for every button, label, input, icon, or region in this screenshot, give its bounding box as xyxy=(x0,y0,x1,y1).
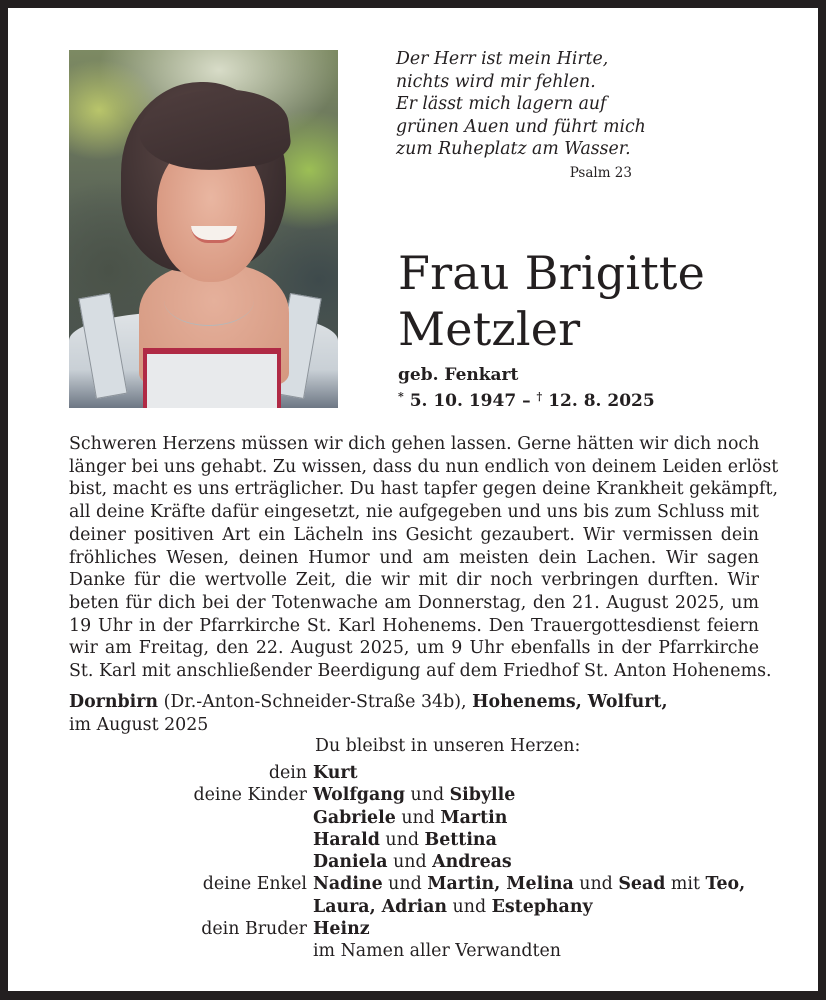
date-dash: – xyxy=(516,391,537,411)
family-list xyxy=(68,762,745,963)
place-cities: Hohenems, Wolfurt, xyxy=(472,692,668,712)
family-name: Nadine xyxy=(313,874,383,895)
text-line: bist, macht es uns erträglicher. Du hast tapfer gegen deine Krankheit gekämpft, xyxy=(69,479,779,500)
portrait-photo xyxy=(69,50,338,408)
place-address: (Dr.-Anton-Schneider-Straße 34b), xyxy=(158,692,473,712)
family-label: deine Kinder xyxy=(193,785,307,806)
birth-date: 5. 10. 1947 xyxy=(409,391,517,411)
family-label-empty xyxy=(68,829,313,851)
family-name: Bettina xyxy=(424,829,497,850)
family-conj: und xyxy=(573,874,619,895)
psalm-quote xyxy=(396,48,646,161)
family-conj: und xyxy=(379,829,425,850)
family-row-children xyxy=(68,807,745,829)
death-date: 12. 8. 2025 xyxy=(548,391,655,411)
family-name: Martin, Melina xyxy=(427,874,574,895)
text-line: Schweren Herzens müssen wir dich gehen lassen. Gerne hätten wir dich noch xyxy=(69,434,760,454)
name-line-2: Metzler xyxy=(398,302,581,356)
family-name: Andreas xyxy=(432,852,512,873)
text-line: St. Karl mit anschließender Beerdigung auf dem Friedhof St. Anton Hohenems. xyxy=(69,661,772,682)
text-line: Danke für die wertvolle Zeit, die wir mit dir noch verbringen durften. Wir xyxy=(69,570,759,591)
family-row-grandchildren xyxy=(68,896,745,918)
place-city: Dornbirn xyxy=(69,692,159,712)
text-line: wir am Freitag, den 22. August 2025, um 9 Uhr ebenfalls in der Pfarrkirche xyxy=(69,638,759,659)
family-name: Kurt xyxy=(313,763,358,783)
family-label: deine Enkel xyxy=(202,874,307,895)
family-name: Wolfgang xyxy=(313,785,406,806)
family-name: Sead xyxy=(618,874,666,895)
text-line: all deine Kräfte dafür eingesetzt, nie aufgegeben und uns bis zum Schluss mit xyxy=(69,502,759,523)
family-name: Harald xyxy=(313,829,380,850)
text-line: deiner positiven Art ein Lächeln ins Gesicht gezaubert. Wir vermissen dein xyxy=(69,524,759,545)
obituary-card xyxy=(8,8,818,991)
place-date: im August 2025 xyxy=(69,714,209,735)
life-dates xyxy=(398,386,655,412)
family-row-children xyxy=(68,784,745,806)
family-row-husband xyxy=(68,762,745,784)
text-line: 19 Uhr in der Pfarrkirche St. Karl Hohenems. Den Trauergottesdienst feiern xyxy=(69,615,759,636)
family-name: Estephany xyxy=(491,896,593,917)
family-conj: und xyxy=(387,852,433,873)
place-line xyxy=(69,691,668,714)
psalm-line: Der Herr ist mein Hirte, xyxy=(396,49,609,69)
psalm-line: grünen Auen und führt mich xyxy=(396,116,646,137)
family-label-empty xyxy=(68,940,313,962)
closing-line: Du bleibst in unseren Herzen: xyxy=(315,736,581,756)
family-name: Teo, xyxy=(705,874,746,895)
birth-symbol: * xyxy=(398,390,404,403)
family-label-empty xyxy=(68,896,313,918)
psalm-line: Er lässt mich lagern auf xyxy=(396,94,607,114)
maiden-name: geb. Fenkart xyxy=(398,365,519,385)
photo-bodice-shape xyxy=(143,348,281,408)
text-line: fröhliches Wesen, deinen Humor und am meisten dein Lachen. Wir sagen xyxy=(69,547,759,568)
family-conj: und xyxy=(447,896,492,917)
family-row-relatives xyxy=(68,940,745,962)
family-name: Sibylle xyxy=(449,785,516,806)
psalm-line: nichts wird mir fehlen. xyxy=(396,71,596,92)
obituary-text xyxy=(69,433,779,683)
family-name: Gabriele xyxy=(313,807,396,828)
family-conj: und xyxy=(405,785,450,806)
place-and-date xyxy=(69,691,668,736)
family-row-brother xyxy=(68,918,745,940)
family-name: Martin xyxy=(440,807,508,828)
family-label: dein xyxy=(268,763,307,783)
family-conj: mit xyxy=(665,874,706,895)
photo-necklace xyxy=(164,275,254,326)
psalm-line: zum Ruheplatz am Wasser. xyxy=(396,139,631,159)
family-conj: und xyxy=(382,874,428,895)
family-row-grandchildren xyxy=(68,873,745,895)
text-line: länger bei uns gehabt. Zu wissen, dass du nun endlich von deinem Leiden erlöst xyxy=(69,456,779,477)
family-conj: und xyxy=(395,807,441,828)
family-name: Laura, Adrian xyxy=(313,896,448,917)
family-row-children xyxy=(68,851,745,873)
family-label-empty xyxy=(68,851,313,873)
name-line-1: Frau Brigitte xyxy=(398,246,706,300)
family-label-empty xyxy=(68,807,313,829)
family-name: Daniela xyxy=(313,852,388,873)
deceased-name xyxy=(398,245,705,357)
text-line: beten für dich bei der Totenwache am Donnerstag, den 21. August 2025, um xyxy=(69,592,759,613)
family-name: Heinz xyxy=(313,919,370,940)
family-label: dein Bruder xyxy=(201,919,307,940)
death-symbol: † xyxy=(536,390,543,403)
family-relatives: im Namen aller Verwandten xyxy=(313,941,561,962)
family-row-children xyxy=(68,829,745,851)
psalm-reference: Psalm 23 xyxy=(569,165,632,181)
